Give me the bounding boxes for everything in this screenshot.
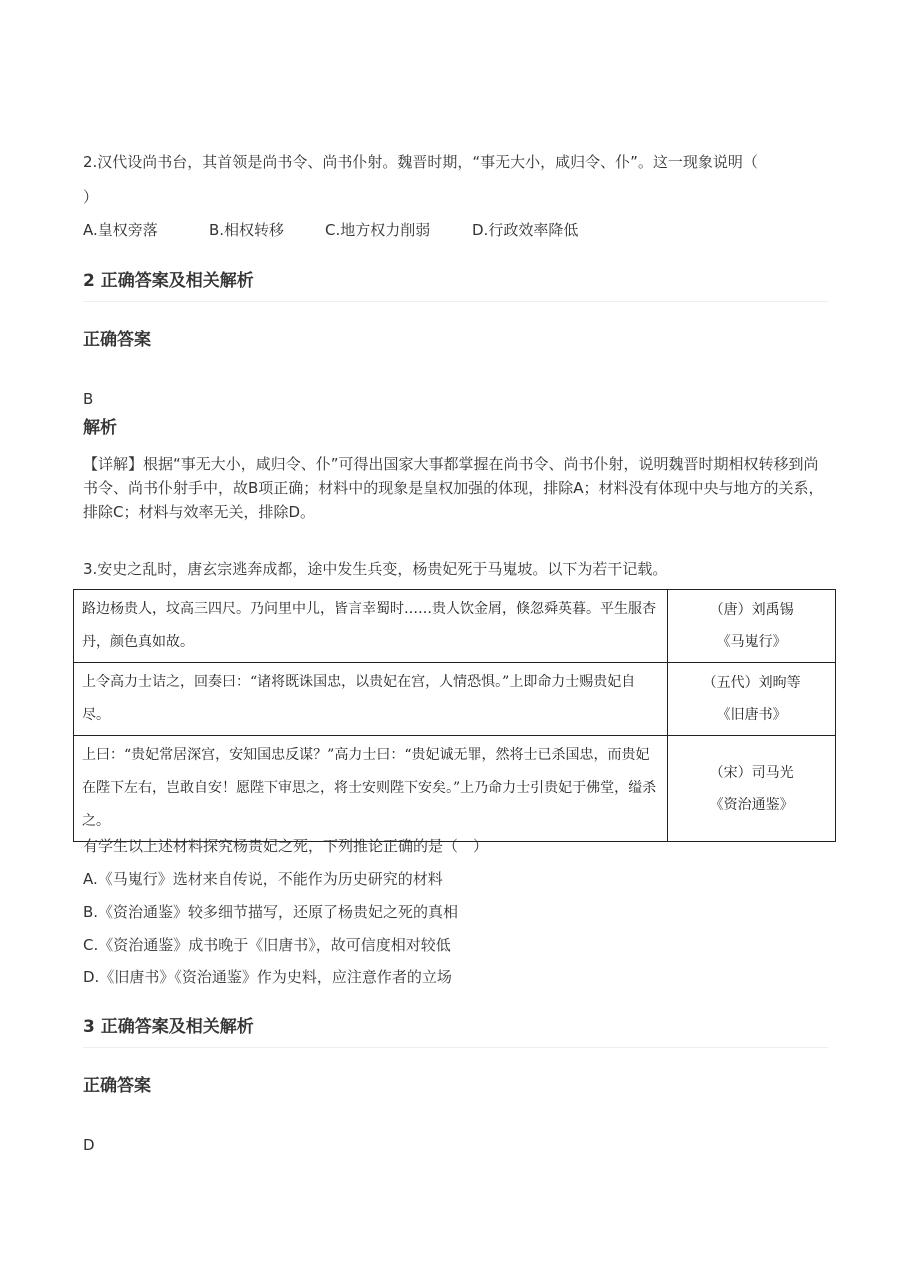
question-2-paren-close: ）	[83, 188, 99, 206]
question-2-option-d: D.行政效率降低	[472, 221, 579, 239]
source-title: 《马嵬行》	[716, 634, 787, 650]
source-author: （唐）刘禹锡	[709, 602, 794, 618]
source-attribution	[668, 590, 836, 663]
question-2-option-a: A.皇权旁落	[83, 221, 158, 239]
source-text: 上曰：“贵妃常居深宫，安知国忠反谋？”高力士曰：“贵妃诚无罪，然将士已杀国忠，而贵妃在陛下左右，岂敢自安！愿陛下审思之，将士安则陛下安矣。”上乃命力士引贵妃于佛堂，缢杀之。	[74, 736, 668, 842]
section-2-heading: 2 正确答案及相关解析	[83, 266, 828, 302]
historical-sources-table	[73, 589, 836, 842]
source-text: 路边杨贵人，坟高三四尺。乃问里中儿，皆言幸蜀时……贵人饮金屑，倏忽舜英暮。平生服杏丹，颜色真如故。	[74, 590, 668, 663]
question-3-stem: 有学生以上述材料探究杨贵妃之死，下列推论正确的是（ ）	[83, 837, 489, 855]
question-3-intro: 3.安史之乱时，唐玄宗逃奔成都，途中发生兵变，杨贵妃死于马嵬坡。以下为若干记载。	[83, 560, 668, 578]
question-3-option-c: C.《资治通鉴》成书晚于《旧唐书》，故可信度相对较低	[83, 936, 451, 954]
section-3-heading: 3 正确答案及相关解析	[83, 1012, 828, 1048]
question-2-option-b: B.相权转移	[209, 221, 285, 239]
table-row	[74, 736, 836, 842]
question-3-option-a: A.《马嵬行》选材来自传说，不能作为历史研究的材料	[83, 870, 443, 888]
source-text: 上令高力士诘之，回奏曰：“诸将既诛国忠，以贵妃在宫，人情恐惧。”上即命力士赐贵妃自尽。	[74, 663, 668, 736]
source-attribution	[668, 663, 836, 736]
source-author: （宋）司马光	[709, 764, 794, 781]
table-row	[74, 590, 836, 663]
source-attribution	[668, 736, 836, 842]
question-3-option-d: D.《旧唐书》《资治通鉴》作为史料，应注意作者的立场	[83, 968, 452, 986]
source-title: 《资治通鉴》	[709, 796, 794, 813]
question-2-options	[83, 219, 578, 241]
section-2-analysis-text: 【详解】根据“事无大小，咸归令、仆”可得出国家大事都掌握在尚书令、尚书仆射，说明魏晋时期相权转移到尚书令、尚书仆射手中，故B项正确；材料中的现象是皇权加强的体现，排除A；材料没有体现中央与地方的关系，排除C；材料与效率无关，排除D。	[83, 455, 824, 521]
section-3-answer-label: 正确答案	[83, 1076, 151, 1096]
question-2-stem: 2.汉代设尚书台，其首领是尚书令、尚书仆射。魏晋时期，“事无大小，咸归令、仆”。这一现象说明（	[83, 153, 758, 171]
table-row	[74, 663, 836, 736]
source-title: 《旧唐书》	[716, 707, 787, 723]
question-3-option-b: B.《资治通鉴》较多细节描写，还原了杨贵妃之死的真相	[83, 903, 459, 921]
question-2-option-c: C.地方权力削弱	[325, 221, 431, 239]
section-2-answer: B	[83, 390, 94, 408]
source-author: （五代）刘昫等	[702, 675, 801, 691]
section-2-answer-label: 正确答案	[83, 330, 151, 350]
section-2-analysis-label: 解析	[83, 418, 117, 438]
section-3-answer: D	[83, 1136, 95, 1154]
